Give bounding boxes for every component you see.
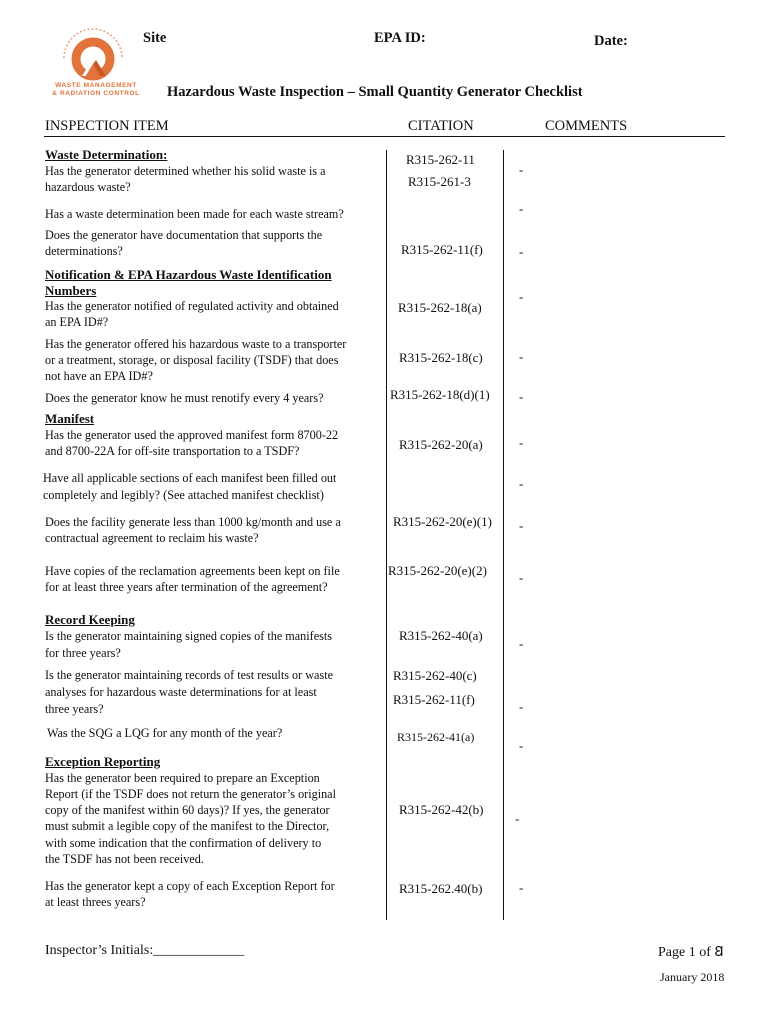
comment-field[interactable]: - xyxy=(519,880,524,895)
comment-field[interactable]: - xyxy=(515,811,520,826)
question-text: for at least three years after termination of the agreement? xyxy=(45,580,328,594)
citation-text: R315-262.40(b) xyxy=(399,881,483,896)
comment-field[interactable]: - xyxy=(519,162,524,177)
section-notification-line2: Numbers xyxy=(45,283,97,298)
comment-field[interactable]: - xyxy=(519,570,524,585)
revision-date: January 2018 xyxy=(660,970,725,984)
comment-field[interactable]: - xyxy=(519,289,524,304)
question-text: Has the generator determined whether his solid waste is a xyxy=(45,164,326,178)
question-text: Does the generator know he must renotify every 4 years? xyxy=(45,391,324,405)
question-text: Have all applicable sections of each manifest been filled out xyxy=(43,471,337,485)
citation-text: R315-262-40(a) xyxy=(399,628,483,643)
question-text: contractual agreement to reclaim his waste? xyxy=(45,531,259,545)
comment-field[interactable]: - xyxy=(519,636,524,651)
question-text: the TSDF has not been received. xyxy=(45,852,204,866)
question-text: with some indication that the confirmation of delivery to xyxy=(45,836,322,850)
section-waste-determination: Waste Determination: xyxy=(45,147,168,162)
question-text: analyses for hazardous waste determinations for at least xyxy=(45,685,317,699)
page-number: Page 1 of 𐐒 xyxy=(658,945,724,960)
citation-text: R315-262-20(a) xyxy=(399,437,483,452)
page-title: Hazardous Waste Inspection – Small Quantity Generator Checklist xyxy=(167,84,583,100)
comment-field[interactable]: - xyxy=(519,738,524,753)
question-text: Has the generator used the approved manifest form 8700-22 xyxy=(45,428,339,442)
citation-text: R315-262-18(c) xyxy=(399,350,483,365)
question-text: Is the generator maintaining records of test results or waste xyxy=(45,668,334,682)
citation-text: R315-262-11 xyxy=(406,152,475,167)
question-text: copy of the manifest within 60 days)? If yes, the generator xyxy=(45,803,330,817)
question-text: Have copies of the reclamation agreements been kept on file xyxy=(45,564,340,578)
comment-field[interactable]: - xyxy=(519,518,524,533)
question-text: Has the generator kept a copy of each Exception Report for xyxy=(45,879,335,893)
comment-field[interactable]: - xyxy=(519,699,524,714)
question-text: Does the generator have documentation that supports the xyxy=(45,228,323,242)
column-comments: COMMENTS xyxy=(545,118,628,134)
citation-text: R315-262-40(c) xyxy=(393,668,477,683)
citation-text: R315-261-3 xyxy=(408,174,471,189)
question-text: or a treatment, storage, or disposal facility (TSDF) that does xyxy=(45,353,339,367)
question-text: not have an EPA ID#? xyxy=(45,369,153,383)
comment-field[interactable]: - xyxy=(519,201,524,216)
citation-text: R315-262-11(f) xyxy=(393,692,475,707)
question-text: Has the generator offered his hazardous waste to a transporter xyxy=(45,337,347,351)
section-exception-reporting: Exception Reporting xyxy=(45,754,161,769)
logo-text-line2: & RADIATION CONTROL xyxy=(52,90,140,97)
citation-text: R315-262-42(b) xyxy=(399,802,484,817)
section-record-keeping: Record Keeping xyxy=(45,612,135,627)
question-text: must submit a legible copy of the manifest to the Director, xyxy=(45,819,330,833)
question-text: Does the facility generate less than 1000 kg/month and use a xyxy=(45,515,341,529)
question-text: and 8700-22A for off-site transportation to a TSDF? xyxy=(45,444,300,458)
question-text: Is the generator maintaining signed copies of the manifests xyxy=(45,629,333,643)
column-citation: CITATION xyxy=(408,118,474,134)
question-text: an EPA ID#? xyxy=(45,315,109,329)
citation-text: R315-262-20(e)(2) xyxy=(388,563,487,578)
logo-text-line1: WASTE MANAGEMENT xyxy=(55,82,137,89)
comment-field[interactable]: - xyxy=(519,349,524,364)
comment-field[interactable]: - xyxy=(519,244,524,259)
inspector-initials: Inspector’s Initials:_____________ xyxy=(45,943,245,958)
site-label: Site xyxy=(143,30,167,46)
question-text: Has a waste determination been made for each waste stream? xyxy=(45,207,344,221)
question-text: Was the SQG a LQG for any month of the year? xyxy=(47,726,283,740)
date-label: Date: xyxy=(594,33,628,49)
question-text: Has the generator been required to prepare an Exception xyxy=(45,771,320,785)
citation-text: R315-262-18(a) xyxy=(398,300,482,315)
comment-field[interactable]: - xyxy=(519,476,524,491)
question-text: at least threes years? xyxy=(45,895,146,909)
citation-left-border xyxy=(386,150,387,920)
citation-text: R315-262-11(f) xyxy=(401,242,483,257)
citation-text: R315-262-20(e)(1) xyxy=(393,514,492,529)
column-inspection-item: INSPECTION ITEM xyxy=(45,118,169,134)
comment-field[interactable]: - xyxy=(519,435,524,450)
question-text: completely and legibly? (See attached manifest checklist) xyxy=(43,488,324,502)
header-underline xyxy=(44,136,725,137)
question-text: Report (if the TSDF does not return the generator’s original xyxy=(45,787,336,801)
section-notification: Notification & EPA Hazardous Waste Identification xyxy=(45,267,332,282)
citation-text: R315-262-18(d)(1) xyxy=(390,387,490,402)
question-text: Has the generator notified of regulated activity and obtained xyxy=(45,299,339,313)
question-text: determinations? xyxy=(45,244,123,258)
citation-right-border xyxy=(503,150,504,920)
question-text: for three years? xyxy=(45,646,121,660)
question-text: hazardous waste? xyxy=(45,180,131,194)
epa-id-label: EPA ID: xyxy=(374,30,426,46)
citation-text: R315-262-41(a) xyxy=(397,730,475,744)
section-manifest: Manifest xyxy=(45,411,95,426)
question-text: three years? xyxy=(45,702,104,716)
comment-field[interactable]: - xyxy=(519,389,524,404)
